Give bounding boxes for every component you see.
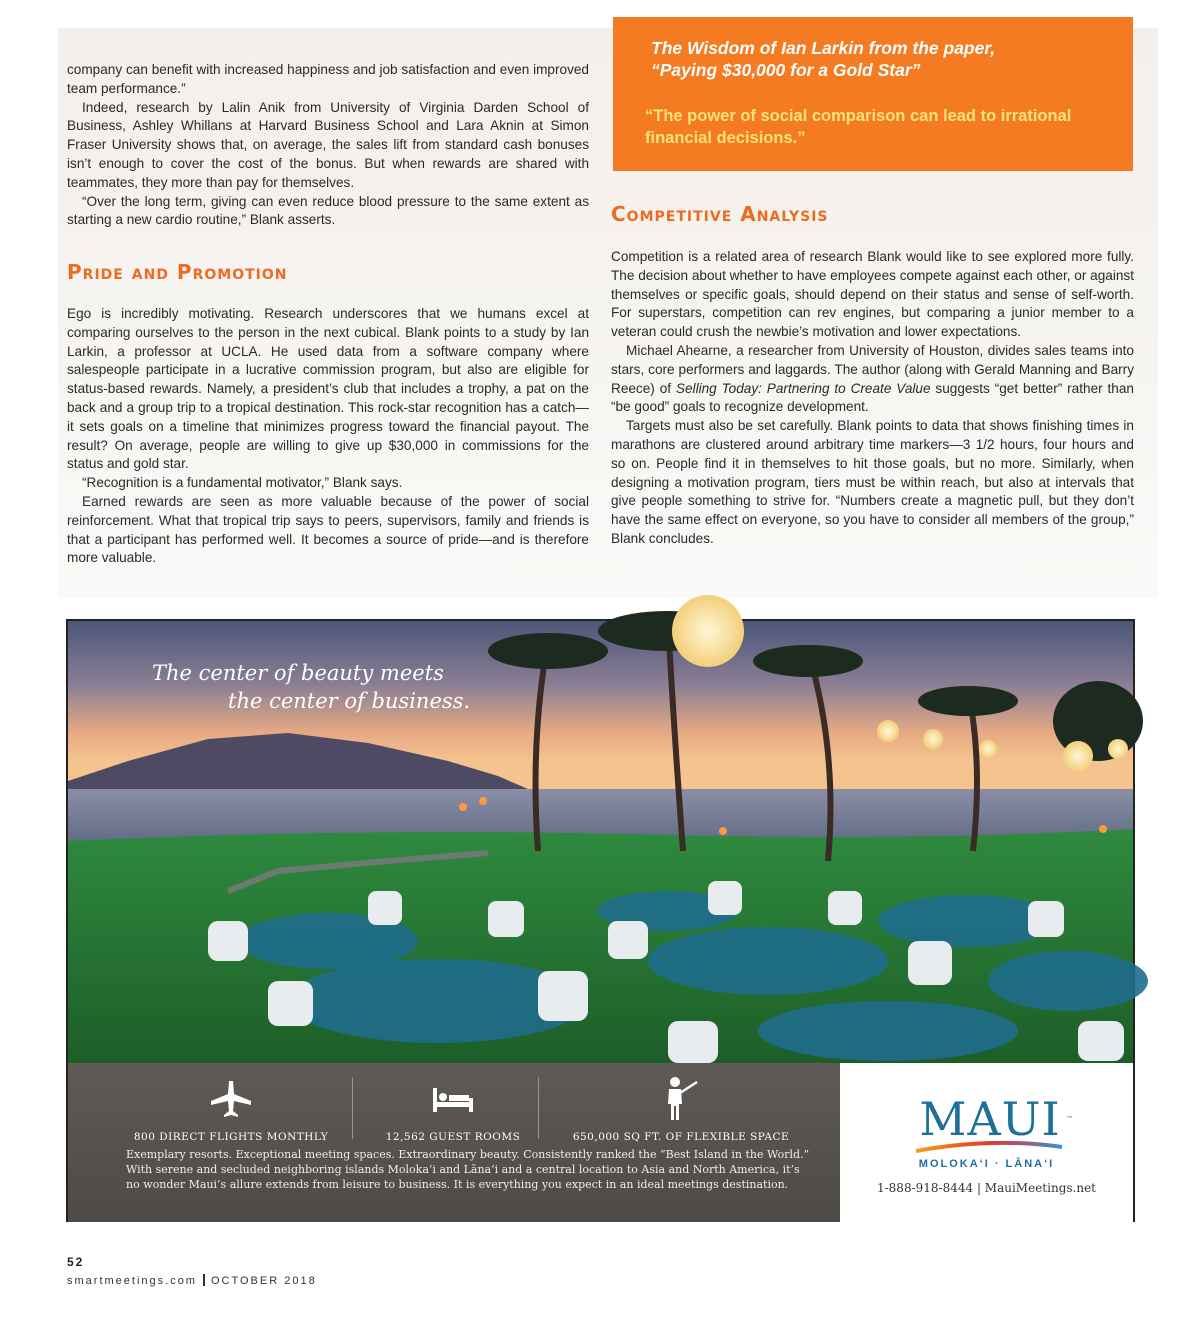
paragraph: Competition is a related area of research Blank would like to see explored more fully. The decision about whether to have employees compete against each other, or against themselves or specific goals, should depend on their status and sense of self-worth. For superstars, competition can rev engines, but comparing a junior member to a veteran could crush the newbie’s motivation and lower expectations. (611, 249, 1134, 340)
pull-quote-text: “The power of social comparison can lead to irrational financial decisions.” (645, 107, 1072, 147)
maui-logo-panel (840, 1063, 1133, 1222)
feature-space (556, 1073, 806, 1143)
feature-rooms (368, 1073, 538, 1143)
book-title: Selling Today: Partnering to Create Value (675, 380, 931, 396)
paragraph: “Recognition is a fundamental motivator,” Blank says. (82, 475, 403, 491)
page-footer (67, 1274, 317, 1287)
maui-islands: MOLOKA‘I · LĀNA‘I (918, 1158, 1055, 1170)
trademark-mark: ™ (1066, 1115, 1073, 1123)
paragraph: Earned rewards are seen as more valuable because of the power of social reinforcement. What that tropical trip says to peers, supervisors, family and friends is that a participant has performed well. It becomes a source of pride—and is therefore more valuable. (67, 493, 589, 566)
paragraph-text: Michael Ahearne, a researcher from University of Houston, divides sales teams into stars, core performers and laggards. The author (along with Gerald Manning and Barry Reece) of (611, 342, 1134, 396)
feature-label: 800 DIRECT FLIGHTS MONTHLY (133, 1131, 329, 1143)
paragraph (611, 342, 1134, 417)
maui-advertisement (66, 619, 1135, 1222)
issue-date: OCTOBER 2018 (210, 1275, 317, 1287)
maui-logo (912, 1091, 1072, 1151)
page-number: 52 (67, 1255, 85, 1269)
right-column (611, 248, 1134, 549)
paragraph: Targets must also be set carefully. Blank points to data that shows finishing times in marathons are clustered around arbitrary time markers—3 1/2 hours, four hours and so on. People find it in themselves to hit those goals, but no more. Similarly, when designing a motivation program, tiers must be within reach, but also at intervals that give people something to strive for. “Numbers create a magnetic pull, but they don’t have the same effect on everyone, so you have to consider all members of the group,” Blank concludes. (611, 418, 1134, 546)
ad-tagline (152, 659, 552, 715)
pull-quote-title (651, 37, 1103, 81)
divider (538, 1077, 539, 1139)
feature-flights (126, 1073, 336, 1143)
feature-label: 650,000 SQ FT. OF FLEXIBLE SPACE (572, 1131, 790, 1143)
feature-label: 12,562 GUEST ROOMS (385, 1131, 521, 1143)
pull-quote-box (613, 17, 1133, 171)
pull-quote-title-line: The Wisdom of Ian Larkin from the paper, (651, 38, 996, 58)
maui-contact: 1-888-918-8444 | MauiMeetings.net (876, 1181, 1096, 1195)
bed-icon (368, 1073, 538, 1125)
ad-body-text: Exemplary resorts. Exceptional meeting spaces. Extraordinary beauty. Consistently ranked the “Best Island in the World.” With serene and secluded neighboring islands Moloka‘i and Lāna‘i and a central location to Asia and North America, it’s no wonder Maui’s allure extends from leisure to business. It is everything you expect in an ideal meetings destination. (126, 1148, 810, 1191)
paragraph: “Over the long term, giving can even reduce blood pressure to the same extent as starting a new cardio routine,” Blank asserts. (67, 193, 589, 228)
left-column-top (67, 61, 589, 230)
left-column-bottom (67, 305, 589, 568)
site-name: smartmeetings.com (67, 1275, 197, 1287)
airplane-icon (126, 1073, 336, 1125)
maui-logo-word: MAUI (919, 1092, 1061, 1146)
section-heading-competitive: Competitive Analysis (611, 202, 829, 226)
paragraph-text: suggests “get better” rather than “be good” goals to recognize development. (611, 380, 1134, 415)
divider (203, 1274, 205, 1286)
ad-info-panel (68, 1063, 840, 1222)
presenter-icon (556, 1073, 806, 1125)
ad-tagline-line: The center of beauty meets (152, 661, 444, 685)
pull-quote-title-line: “Paying $30,000 for a Gold Star” (651, 60, 921, 80)
paragraph: Ego is incredibly motivating. Research underscores that we humans excel at comparing ourselves to the person in the next cubical. Blank points to a study by Ian Larkin, a professor at UCLA. He used data from a software company where salespeople participate in a lucrative commission program, but also are eligible for status-based rewards. Namely, a president’s club that includes a trophy, a pat on the back and a group trip to a tropical destination. This rock-star recognition has a catch—it sets goals on a timeline that minimizes progress toward the financial payout. The result? On average, people are willing to give up $30,000 in commissions for the status and gold star. (67, 306, 589, 472)
ad-tagline-line: the center of business. (228, 689, 471, 713)
divider (352, 1077, 353, 1139)
paragraph: Indeed, research by Lalin Anik from University of Virginia Darden School of Business, Ashley Whillans at Harvard Business School and Lara Aknin at Simon Fraser University shows that, on average, the sales lift from standard cash bonuses isn’t enough to cover the cost of the bonus. But when rewards are shared with teammates, they more than pay for themselves. (67, 99, 589, 190)
section-heading-pride: Pride and Promotion (67, 260, 288, 284)
paragraph: company can benefit with increased happiness and job satisfaction and even improved team performance.” (67, 62, 589, 96)
